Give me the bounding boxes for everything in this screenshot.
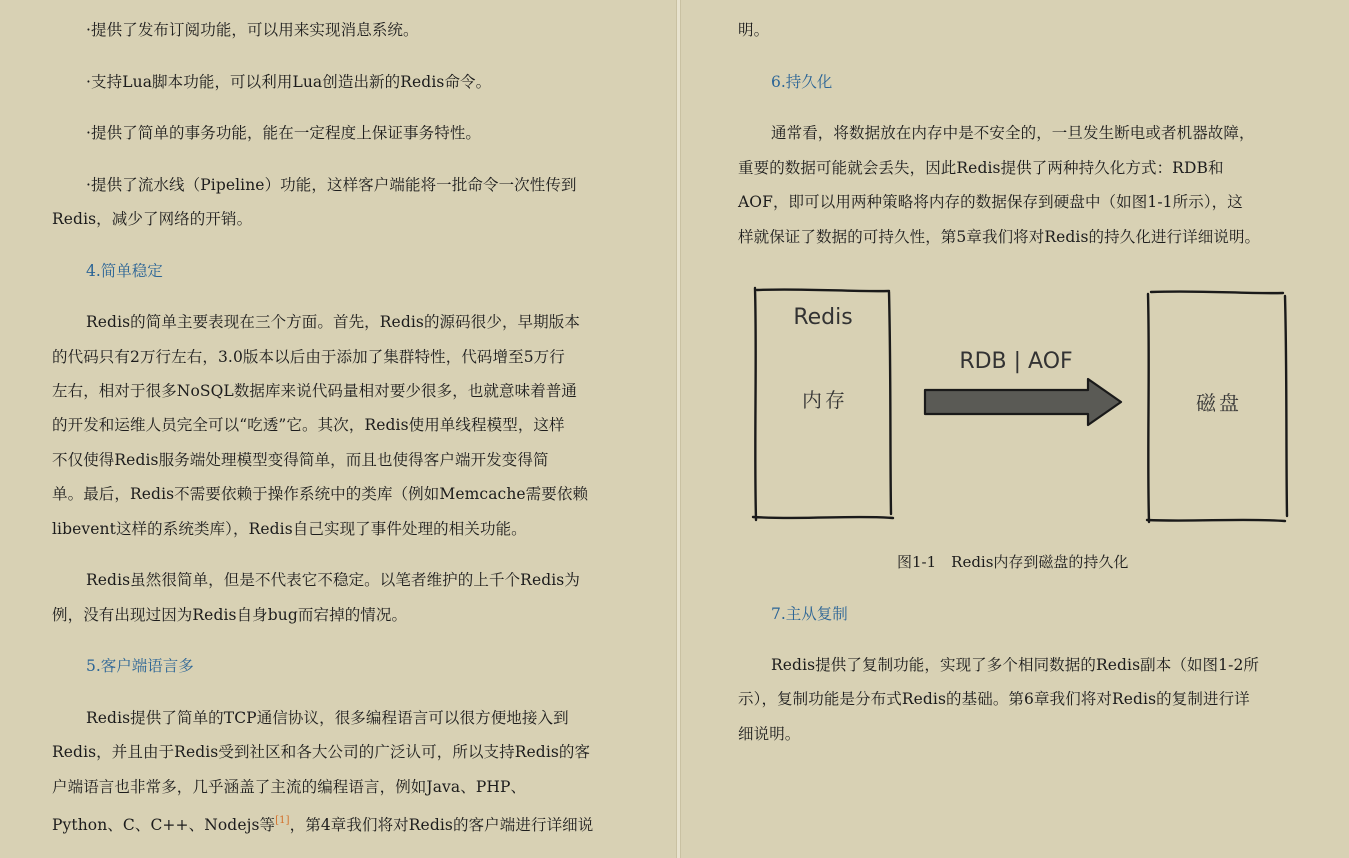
paragraph-transaction: ·提供了简单的事务功能，能在一定程度上保证事务特性。: [86, 124, 482, 142]
paragraph-client-line2: Redis，并且由于Redis受到社区和各大公司的广泛认可，所以支持Redis的客: [52, 743, 591, 761]
paragraph-simple-line3: 左右，相对于很多NoSQL数据库来说代码量相对要少很多，也就意味着普通: [52, 382, 578, 400]
paragraph-persistence-line1: 通常看，将数据放在内存中是不安全的，一旦发生断电或者机器故障，: [771, 124, 1255, 142]
paragraph-client-line1: Redis提供了简单的TCP通信协议，很多编程语言可以很方便地接入到: [86, 709, 569, 727]
right-page: [681, 0, 1349, 858]
paragraph-client-line4-rest: ，第4章我们将对Redis的客户端进行详细说: [289, 816, 594, 834]
figure-caption: 图1-1 Redis内存到磁盘的持久化: [897, 553, 1129, 571]
memory-box-label: 内存: [802, 388, 848, 412]
paragraph-client-line3: 户端语言也非常多，几乎涵盖了主流的编程语言，例如Java、PHP、: [52, 778, 527, 796]
paragraph-pipeline-line2: Redis，减少了网络的开销。: [52, 210, 253, 228]
heading-simple-stable: 4.简单稳定: [86, 262, 163, 280]
heading-replication: 7.主从复制: [771, 605, 848, 623]
paragraph-simple-line2: 的代码只有2万行左右，3.0版本以后由于添加了集群特性，代码增至5万行: [52, 348, 565, 366]
paragraph-lua: ·支持Lua脚本功能，可以利用Lua创造出新的Redis命令。: [86, 73, 492, 91]
paragraph-client-line4-text: Python、C、C++、Nodejs等: [52, 816, 276, 834]
paragraph-replication-line3: 细说明。: [738, 725, 801, 743]
paragraph-stable-line2: 例，没有出现过因为Redis自身bug而宕掉的情况。: [52, 606, 408, 624]
heading-client-languages: 5.客户端语言多: [86, 657, 194, 675]
paragraph-simple-line5: 不仅使得Redis服务端处理模型变得简单，而且也使得客户端开发变得简: [52, 451, 549, 469]
footnote-link[interactable]: [1]: [275, 815, 290, 826]
paragraph-persistence-line2: 重要的数据可能就会丢失，因此Redis提供了两种持久化方式：RDB和: [738, 159, 1224, 177]
figure-persistence-diagram: [743, 282, 1303, 530]
paragraph-persistence-line4: 样就保证了数据的可持久性，第5章我们将对Redis的持久化进行详细说明。: [738, 228, 1261, 246]
paragraph-replication-line1: Redis提供了复制功能，实现了多个相同数据的Redis副本（如图1-2所: [771, 656, 1260, 674]
disk-box-label: 磁盘: [1196, 391, 1242, 415]
paragraph-pipeline-line1: ·提供了流水线（Pipeline）功能，这样客户端能将一批命令一次性传到: [86, 176, 577, 194]
paragraph-simple-line7: libevent这样的系统类库），Redis自己实现了事件处理的相关功能。: [52, 520, 527, 538]
arrow-label: RDB | AOF: [959, 349, 1073, 374]
paragraph-pubsub: ·提供了发布订阅功能，可以用来实现消息系统。: [86, 21, 419, 39]
paragraph-continuation: 明。: [738, 21, 770, 39]
paragraph-simple-line4: 的开发和运维人员完全可以“吃透”它。其次，Redis使用单线程模型，这样: [52, 416, 565, 434]
paragraph-client-line4: [52, 804, 593, 843]
paragraph-replication-line2: 示），复制功能是分布式Redis的基础。第6章我们将对Redis的复制进行详: [738, 690, 1250, 708]
paragraph-stable-line1: Redis虽然很简单，但是不代表它不稳定。以笔者维护的上千个Redis为: [86, 571, 580, 589]
arrow-right-icon: [925, 379, 1121, 425]
heading-persistence: 6.持久化: [771, 73, 833, 91]
paragraph-persistence-line3: AOF，即可以用两种策略将内存的数据保存到硬盘中（如图1-1所示），这: [738, 193, 1243, 211]
memory-box-title: Redis: [793, 305, 853, 330]
paragraph-simple-line1: Redis的简单主要表现在三个方面。首先，Redis的源码很少，早期版本: [86, 313, 580, 331]
paragraph-simple-line6: 单。最后，Redis不需要依赖于操作系统中的类库（例如Memcache需要依赖: [52, 485, 589, 503]
